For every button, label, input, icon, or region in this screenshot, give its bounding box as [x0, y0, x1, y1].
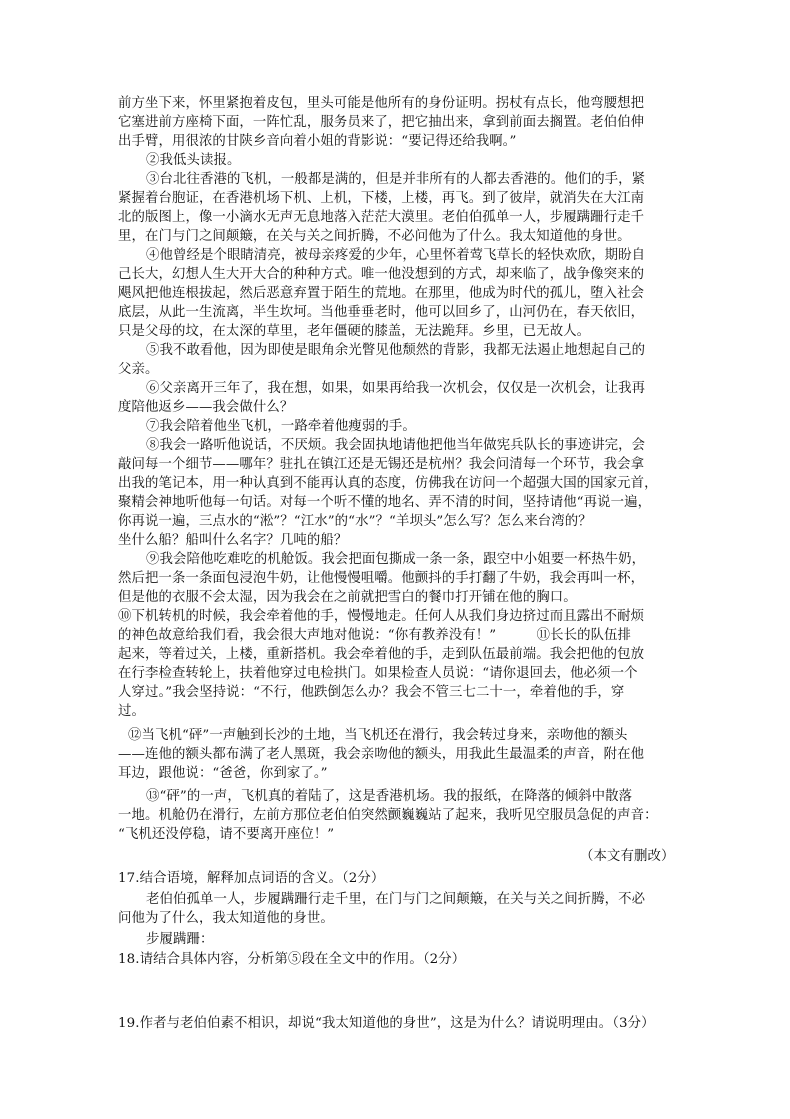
- text-line: 过。: [118, 704, 145, 719]
- text-line: 出手臂，用很浓的甘陕乡音向着小姐的背影说：“要记得还给我啊。”: [118, 134, 517, 149]
- question-18: 18.请结合具体内容，分析第⑤段在全文中的作用。（2分）: [118, 952, 466, 967]
- text-line: “飞机还没停稳，请不要离开座位！”: [118, 827, 335, 842]
- source-note: （本文有删改）: [580, 849, 675, 864]
- text-line: 但是他的衣服不会太湿，因为我会在之前就把雪白的餐巾打开铺在他的胸口。: [118, 590, 577, 605]
- text-line: 前方坐下来，怀里紧抱着皮包，里头可能是他所有的身份证明。拐杖有点长，他弯腰想把: [118, 96, 645, 111]
- text-line: 飓风把他连根拔起，然后恶意弃置于陌生的荒地。在那里，他成为时代的孤儿，堕入社会: [118, 286, 645, 301]
- paragraph-4: ④他曾经是个眼睛清亮，被母亲疼爱的少年，心里怀着莺飞草长的轻快欢欣，期盼自: [146, 248, 646, 263]
- paragraph-6: ⑥父亲离开三年了，我在想，如果，如果再给我一次机会，仅仅是一次机会，让我再: [146, 381, 646, 396]
- paragraph-2: ②我低头读报。: [146, 153, 241, 168]
- text-line: 它塞进前方座椅下面，一阵忙乱，服务员来了，把它抽出来，拿到前面去搁置。老伯伯伸: [118, 115, 645, 130]
- text-line: 紧握着台胞证，在香港机场下机、上机，下楼，上楼，再飞。到了彼岸，就消失在大江南: [118, 191, 645, 206]
- text-line: 然后把一条一条面包浸泡牛奶，让他慢慢咀嚼。他颤抖的手打翻了牛奶，我会再叫一杯，: [118, 571, 645, 586]
- text-line: 度陪他返乡——我会做什么？: [118, 400, 294, 415]
- text-line: 底层，从此一生流离，半生坎坷。当他垂垂老时，他可以回乡了，山河仍在，春天依旧，: [118, 305, 645, 320]
- text-line: 的神色故意给我们看，我会很大声地对他说：“你有教养没有！” ⑪长长的队伍排: [118, 628, 632, 643]
- paragraph-12: ⑫当飞机“砰”一声触到长沙的土地，当飞机还在滑行，我会转过身来，亲吻他的额头: [128, 728, 628, 743]
- text-line: 人穿过。”我会坚持说：“不行，他跌倒怎么办？我会不管三七二十一，牵着他的手，穿: [118, 685, 625, 700]
- paragraph-9: ⑨我会陪他吃难吃的机舱饭。我会把面包撕成一条一条，跟空中小姐要一杯热牛奶，: [146, 552, 646, 567]
- paragraph-8: ⑧我会一路听他说话，不厌烦。我会固执地请他把他当年做宪兵队长的事迹讲完，会: [146, 438, 646, 453]
- paragraph-13: ⑬“砰”的一声，飞机真的着陆了，这是香港机场。我的报纸，在降落的倾斜中散落: [146, 789, 633, 804]
- text-line: 北的版图上，像一小滴水无声无息地落入茫茫大漠里。老伯伯孤单一人，步履蹒跚行走千: [118, 210, 645, 225]
- text-line: 耳边，跟他说：“爸爸，你到家了。”: [118, 766, 328, 781]
- text-line: 己长大，幻想人生大开大合的种种方式。唯一他没想到的方式，却来临了，战争像突来的: [118, 267, 645, 282]
- paragraph-5: ⑤我不敢看他，因为即使是眼角余光瞥见他颓然的背影，我都无法遏止地想起自己的: [146, 343, 646, 358]
- text-line: 坐什么船？船叫什么名字？几吨的船？: [118, 533, 348, 548]
- text-line: ——连他的额头都布满了老人黑斑，我会亲吻他的额头，用我此生最温柔的声音，附在他: [118, 747, 645, 762]
- quoted-sentence: 老伯伯孤单一人，步履蹒跚行走千里，在门与门之间颠簸，在关与关之间折腾，不必: [146, 892, 646, 907]
- text-line: 问他为了什么，我太知道他的身世。: [118, 911, 334, 926]
- question-17: 17.结合语境，解释加点词语的含义。（2分）: [118, 871, 385, 886]
- text-line: 你再说一遍，三点水的“淞”？“江水”的“水”？“羊坝头”怎么写？怎么来台湾的？: [118, 514, 592, 529]
- text-line: 聚精会神地听他每一句话。对每一个听不懂的地名、弄不清的时间，坚持请他“再说一遍，: [118, 495, 652, 510]
- text-line: 父亲。: [118, 362, 159, 377]
- text-line: 里，在门与门之间颠簸，在关与关之间折腾，不必问他为了什么。我太知道他的身世。: [118, 229, 631, 244]
- text-line: 出我的笔记本，用一种认真到不能再认真的态度，仿佛我在访问一个超强大国的国家元首，: [118, 476, 658, 491]
- paragraph-7: ⑦我会陪着他坐飞机，一路牵着他瘦弱的手。: [146, 419, 416, 434]
- text-line: 只是父母的坟，在太深的草里，老年僵硬的膝盖，无法跪拜。乡里，已无故人。: [118, 324, 591, 339]
- text-line: 在行李检查转轮上，扶着他穿过电检拱门。如果检查人员说：“请你退回去，他必须一个: [118, 666, 638, 681]
- answer-prompt: 步履蹒跚：: [146, 932, 214, 947]
- text-line: 一地。机舱仍在滑行，左前方那位老伯伯突然颤巍巍站了起来，我听见空服员急促的声音：: [118, 808, 658, 823]
- question-19: 19.作者与老伯伯素不相识，却说“我太知道他的身世”，这是为什么？请说明理由。（3分）: [118, 1016, 655, 1031]
- text-line: 起来，等着过关，上楼，重新搭机。我会牵着他的手，走到队伍最前端。我会把他的包放: [118, 647, 645, 662]
- paragraph-10: ⑩下机转机的时候，我会牵着他的手，慢慢地走。任何人从我们身边挤过而且露出不耐烦: [118, 609, 645, 624]
- paragraph-3: ③台北往香港的飞机，一般都是满的，但是并非所有的人都去香港的。他们的手，紧: [146, 172, 646, 187]
- text-line: 敲问每一个细节——哪年？驻扎在镇江还是无锡还是杭州？我会问清每一个环节，我会拿: [118, 457, 645, 472]
